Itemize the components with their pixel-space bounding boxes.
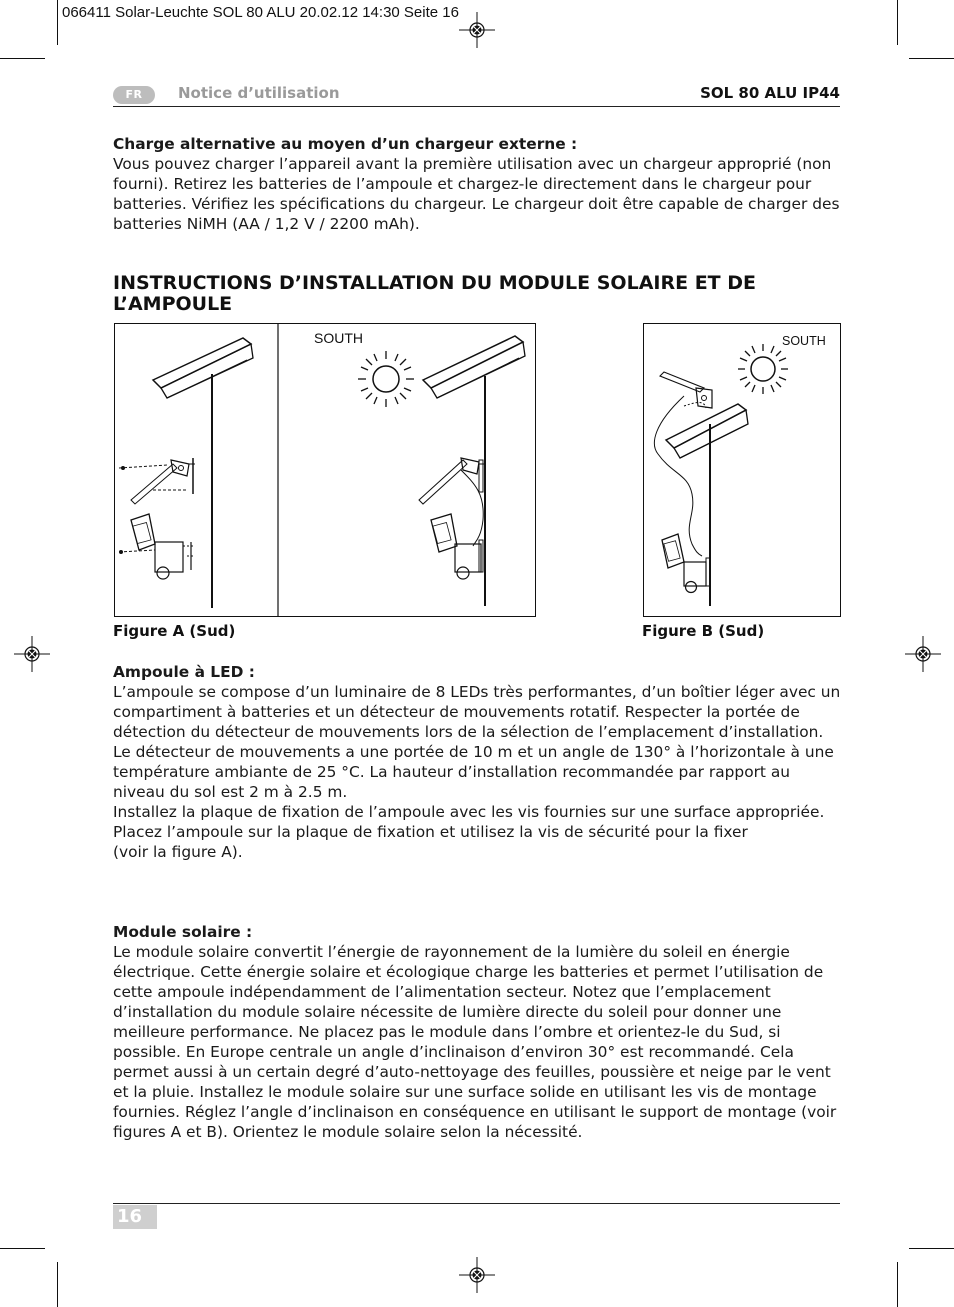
crop-mark-bl-h	[0, 1248, 45, 1249]
registration-mark-left	[14, 636, 50, 672]
led-paragraph: Le détecteur de mouvements a une portée de 10 m et un angle de 130° à l’horizontale à une température ambiante de 25 °C. La hauteur d’installation recommandée par rapport au niveau du sol est 2 m à 2.5 m.	[113, 743, 834, 801]
crop-mark-tl-h	[0, 58, 45, 59]
solar-text: Le module solaire convertit l’énergie de rayonnement de la lumière du soleil en énergie électrique. Cette énergie solaire et écologique charge les batteries et permet l’utilisation de cette ampoule indépendamment de l’alimentation secteur. Notez que l’emplacement d’installation du module solaire nécessite de lumière directe du soleil pour donner une meilleure performance. Ne placez pas le module dans l’ombre et orientez-le du Sud, si possible. En Europe centrale un angle d’inclinaison d’environ 30° est recommandé. Cela permet aussi à un certain degré d’auto-nettoyage des feuilles, poussière et neige par le vent et la pluie. Installez le module solaire sur une surface solide en utilisant les vis de montage fournies. Réglez l’angle d’inclinaison en conséquence en utilisant le support de montage (voir figures A et B). Orientez le module solaire selon la nécessité.	[113, 943, 837, 1141]
charge-text: Vous pouvez charger l’appareil avant la première utilisation avec un chargeur approprié (non fourni). Retirez les batteries de l’ampoule et chargez-le directement dans le chargeur pour batteries. Vérifiez les spécifications du chargeur. Le chargeur doit être capable de charger des batteries NiMH (AA / 1,2 V / 2200 mAh).	[113, 155, 840, 233]
figure-b	[643, 323, 841, 617]
crop-mark-tr-h	[909, 58, 954, 59]
figure-a	[114, 323, 536, 617]
figure-b-illustration	[644, 324, 840, 616]
registration-mark-right	[905, 636, 941, 672]
led-section	[113, 662, 843, 862]
crop-mark-br-h	[909, 1248, 954, 1249]
solar-section	[113, 922, 843, 1142]
header-divider	[113, 106, 840, 107]
figure-a-illustration	[115, 324, 535, 616]
led-paragraph: Installez la plaque de fixation de l’ampoule avec les vis fournies sur une surface appropriée.	[113, 803, 825, 821]
header-section-title: Notice d’utilisation	[178, 84, 340, 102]
figure-b-caption: Figure B (Sud)	[642, 622, 765, 640]
printer-slug: 066411 Solar-Leuchte SOL 80 ALU 20.02.12 14:30 Seite 16	[62, 4, 459, 21]
solar-heading: Module solaire :	[113, 923, 253, 941]
figure-a-south-label: SOUTH	[314, 330, 363, 346]
header-model: SOL 80 ALU IP44	[700, 84, 840, 102]
figure-b-south-label: SOUTH	[782, 334, 826, 348]
footer-divider	[113, 1203, 840, 1204]
crop-mark-tl-v	[57, 0, 58, 45]
charge-section	[113, 134, 843, 234]
led-paragraph: L’ampoule se compose d’un luminaire de 8 LEDs très performantes, d’un boîtier léger avec un compartiment à batteries et un détecteur de mouvements rotatif. Respecter la portée de détection du détecteur de mouvements lors de la sélection de l’emplacement d’installation.	[113, 683, 841, 741]
install-title: INSTRUCTIONS D’INSTALLATION DU MODULE SOLAIRE ET DE L’AMPOULE	[113, 272, 756, 315]
crop-mark-bl-v	[57, 1262, 58, 1307]
led-paragraph: Placez l’ampoule sur la plaque de fixation et utilisez la vis de sécurité pour la fixer (voir la figure A).	[113, 823, 748, 861]
language-badge: FR	[113, 86, 155, 104]
led-heading: Ampoule à LED :	[113, 663, 255, 681]
charge-heading: Charge alternative au moyen d’un chargeur externe :	[113, 135, 578, 153]
registration-mark-top	[459, 12, 495, 48]
registration-mark-bottom	[459, 1257, 495, 1293]
crop-mark-br-v	[897, 1262, 898, 1307]
figure-a-caption: Figure A (Sud)	[113, 622, 236, 640]
page-number: 16	[113, 1205, 157, 1229]
crop-mark-tr-v	[897, 0, 898, 45]
